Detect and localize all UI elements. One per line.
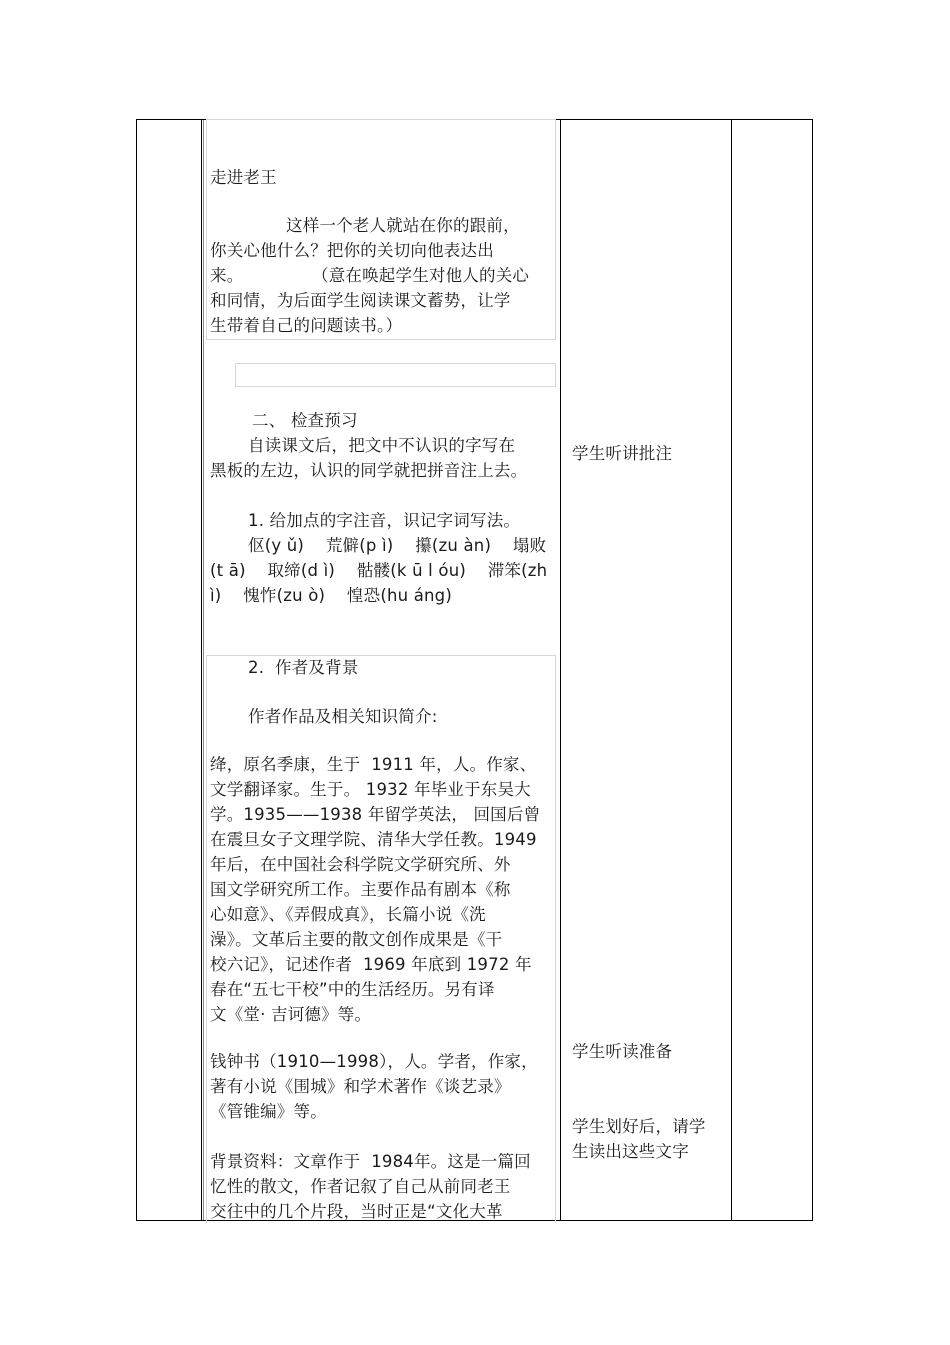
- author-text-line: 绛，原名季康，生于 1911 年，人。作家、: [210, 755, 537, 774]
- column-divider: [201, 120, 202, 1220]
- item-title: 2. 作者及背景: [248, 658, 359, 677]
- column-divider: [731, 120, 732, 1220]
- empty-box: [235, 363, 556, 387]
- lesson-title: 走进老王: [210, 168, 277, 187]
- intro-line: 和同情，为后面学生阅读课文蓄势，让学: [210, 291, 511, 310]
- intro-line: 你关心他什么？把你的关切向他表达出: [210, 241, 494, 260]
- student-note: 生读出这些文字: [572, 1142, 689, 1161]
- background-line: 交往中的几个片段，当时正是“文化大革: [210, 1202, 503, 1221]
- author-text-line: 钱钟书（1910—1998），人。学者，作家，: [210, 1052, 538, 1071]
- pinyin-line: (t ā) 取缔(d ì) 骷髅(k ū l óu) 滞笨(zh: [210, 561, 548, 580]
- author-text-line: 校六记》，记述作者 1969 年底到 1972 年: [210, 955, 532, 974]
- item-title: 1. 给加点的字注音，识记字词写法。: [248, 511, 521, 530]
- student-note: 学生划好后，请学: [572, 1117, 706, 1136]
- pinyin-line: ì) 愧怍(zu ò) 惶恐(hu áng): [210, 586, 452, 605]
- author-text-line: 文《堂· 吉诃德》等。: [210, 1005, 372, 1024]
- background-line: 忆性的散文，作者记叙了自己从前同老王: [210, 1177, 511, 1196]
- author-text-line: 澡》。文革后主要的散文创作成果是《干: [210, 930, 503, 949]
- author-text-line: 学。1935——1938 年留学英法， 回国后曾: [210, 805, 541, 824]
- author-text-line: 春在“五七干校”中的生活经历。另有译: [210, 980, 495, 999]
- inner-border: [203, 120, 204, 1220]
- author-text-line: 年后，在中国社会科学院文学研究所、外: [210, 855, 511, 874]
- intro-line: 来。: [210, 266, 244, 285]
- student-note: 学生听讲批注: [572, 444, 673, 463]
- intro-line: 生带着自己的问题读书。）: [210, 316, 403, 335]
- pinyin-line: 伛(y ǔ) 荒僻(p ì) 攥(zu àn) 塌败: [248, 536, 547, 555]
- author-text-line: 文学翻译家。生于。 1932 年毕业于东吴大: [210, 780, 531, 799]
- author-text-line: 著有小说《围城》和学术著作《谈艺录》: [210, 1077, 511, 1096]
- column-divider: [560, 120, 561, 1220]
- section-heading: 二、 检查预习: [252, 411, 358, 430]
- background-line: 背景资料：文章作于 1984年。这是一篇回: [210, 1152, 531, 1171]
- author-text-line: 在震旦女子文理学院、清华大学任教。1949: [210, 830, 537, 849]
- author-text-line: 《管锥编》等。: [210, 1102, 327, 1121]
- author-text-line: 国文学研究所工作。主要作品有剧本《称: [210, 880, 511, 899]
- instruction-line: 黑板的左边，认识的同学就把拼音注上去。: [210, 461, 528, 480]
- intro-line: 这样一个老人就站在你的跟前，: [286, 216, 520, 235]
- instruction-line: 自读课文后，把文中不认识的字写在: [248, 436, 516, 455]
- author-text-line: 心如意》、《弄假成真》，长篇小说《洗: [210, 905, 486, 924]
- author-intro-label: 作者作品及相关知识简介:: [248, 707, 438, 726]
- intro-line: （意在唤起学生对他人的关心: [312, 266, 530, 285]
- student-note: 学生听读准备: [572, 1042, 673, 1061]
